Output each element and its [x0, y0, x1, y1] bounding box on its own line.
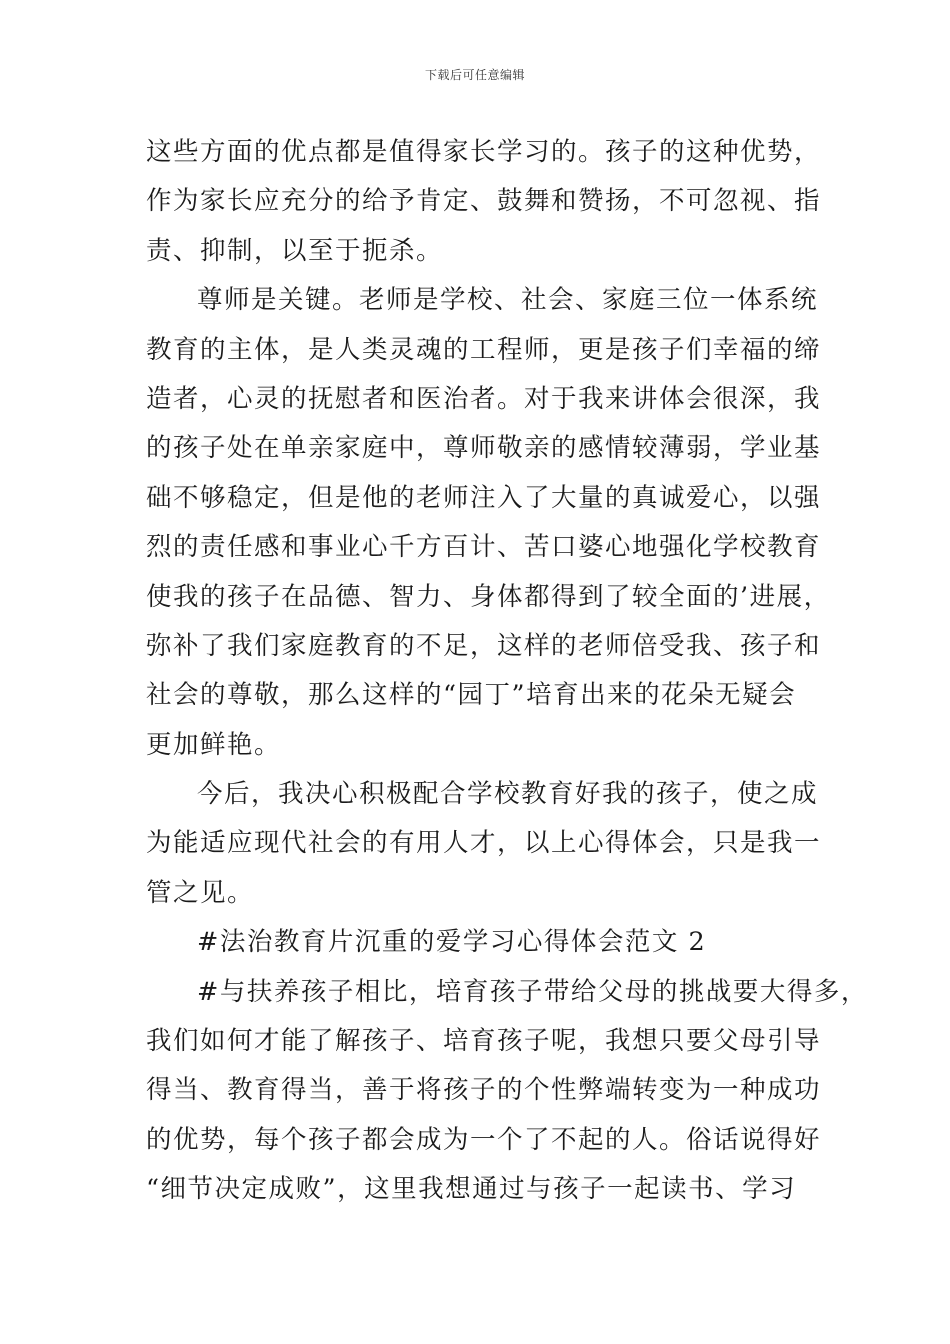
paragraph-start: #与扶养孩子相比，培育孩子带给父母的挑战要大得多，: [197, 976, 868, 1007]
text-line: 弥补了我们家庭教育的不足，这样的老师倍受我、孩子和: [146, 630, 822, 661]
text-line: 造者，心灵的抚慰者和医治者。对于我来讲体会很深，我: [146, 383, 822, 414]
text-line: 烈的责任感和事业心千方百计、苦口婆心地强化学校教育: [146, 532, 822, 563]
page-header: 下载后可任意编辑: [424, 68, 525, 82]
text-line: 教育的主体，是人类灵魂的工程师，更是孩子们幸福的缔: [146, 334, 822, 365]
body-text: [146, 128, 868, 1215]
text-line: 使我的孩子在品德、智力、身体都得到了较全面的’进展，: [146, 581, 831, 612]
paragraph-start: 今后，我决心积极配合学校教育好我的孩子，使之成: [197, 779, 819, 810]
section-heading: #法治教育片沉重的爱学习心得体会范文 2: [197, 927, 707, 958]
text-line: 得当、教育得当，善于将孩子的个性弊端转变为一种成功: [146, 1075, 822, 1106]
text-line: 管之见。: [146, 877, 255, 908]
text-line: 础不够稳定，但是他的老师注入了大量的真诚爱心，以强: [146, 482, 822, 513]
text-line: 作为家长应充分的给予肯定、鼓舞和赞扬，不可忽视、指: [146, 186, 822, 217]
text-line: 责、抑制，以至于扼杀。: [146, 235, 444, 266]
text-line: 的孩子处在单亲家庭中，尊师敬亲的感情较薄弱，学业基: [146, 433, 822, 464]
text-line: 更加鲜艳。: [146, 729, 282, 760]
text-line: “细节决定成败”，这里我想通过与孩子一起读书、学习: [146, 1174, 797, 1205]
text-line: 社会的尊敬，那么这样的“园丁”培育出来的花朵无疑会: [146, 680, 797, 711]
text-line: 为能适应现代社会的有用人才，以上心得体会，只是我一: [146, 828, 822, 859]
text-line: 我们如何才能了解孩子、培育孩子呢，我想只要父母引导: [146, 1026, 822, 1057]
text-line: 这些方面的优点都是值得家长学习的。孩子的这种优势，: [146, 137, 822, 167]
text-line: 的优势，每个孩子都会成为一个了不起的人。俗话说得好: [146, 1124, 822, 1155]
paragraph-start: 尊师是关键。老师是学校、社会、家庭三位一体系统: [197, 285, 819, 316]
